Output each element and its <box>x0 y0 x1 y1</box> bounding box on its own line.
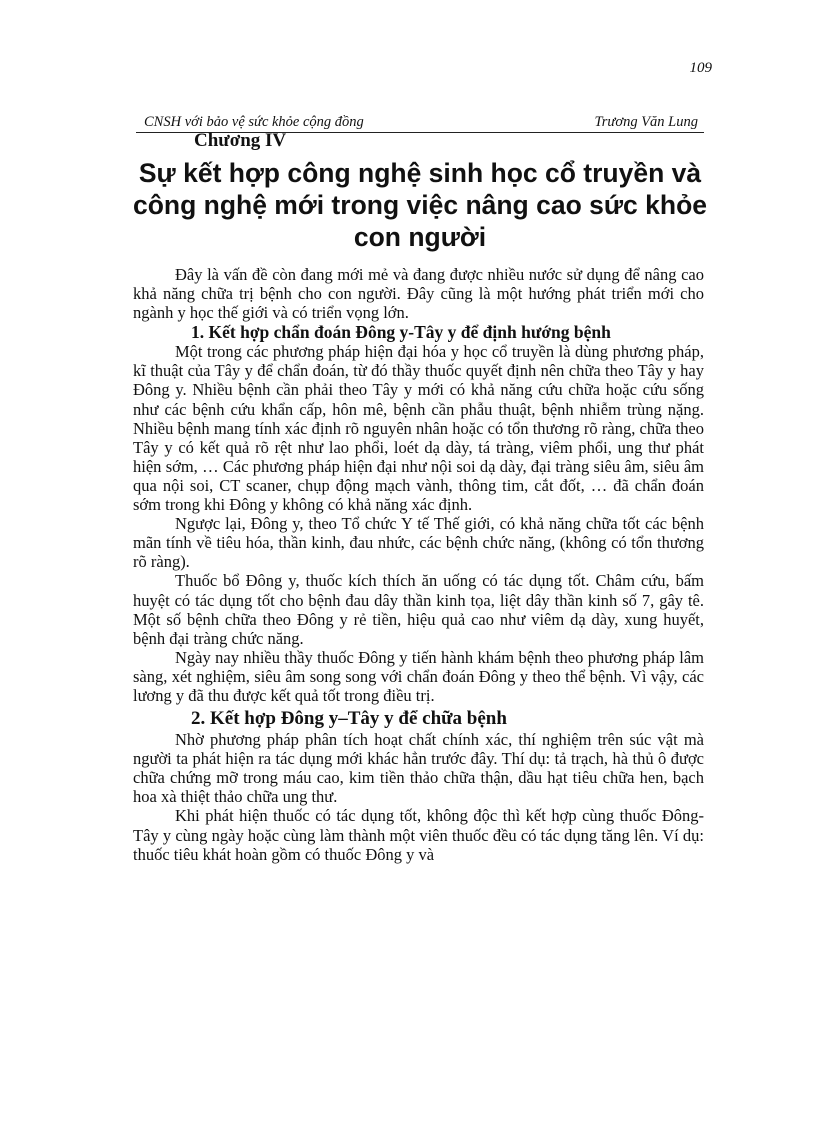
page-number: 109 <box>689 60 712 76</box>
section-1-paragraph: Thuốc bổ Đông y, thuốc kích thích ăn uống có tác dụng tốt. Châm cứu, bấm huyệt có tác dụng tốt cho bệnh đau dây thần kinh tọa, liệt dây thần kinh số 7, gây tê. Một số bệnh chữa theo Đông y rẻ tiền, hiệu quả cao như viêm dạ dày, xung huyết, bệnh đại tràng chức năng. <box>133 571 704 648</box>
header-book-title: CNSH với bảo vệ sức khỏe cộng đồng <box>144 114 364 130</box>
header-author: Trương Văn Lung <box>594 114 698 130</box>
section-1-paragraph: Ngày nay nhiều thầy thuốc Đông y tiến hành khám bệnh theo phương pháp lâm sàng, xét nghiệm, siêu âm song song với chẩn đoán Đông y theo thể bệnh. Vì vậy, các lương y đã thu được kết quả tốt trong điều trị. <box>133 647 704 705</box>
section-1-paragraph: Ngược lại, Đông y, theo Tổ chức Y tế Thế giới, có khả năng chữa tốt các bệnh mãn tính về tiêu hóa, thần kinh, đau nhức, các bệnh chức năng, (không có tổn thương rõ ràng). <box>133 514 704 572</box>
section-1-heading: 1. Kết hợp chẩn đoán Đông y-Tây y để định hướng bệnh <box>191 322 611 343</box>
section-1-paragraph: Một trong các phương pháp hiện đại hóa y học cổ truyền là dùng phương pháp, kĩ thuật của Tây y để chẩn đoán, từ đó thầy thuốc quyết định nên chữa theo Tây y hay Đông y. Nhiều bệnh cần phải theo Tây y mới có khả năng cứu chữa hoặc cứu sống như các bệnh cứu khẩn cấp, hôn mê, bệnh cần phẫu thuật, bệnh nhiễm trùng nặng. Nhiều bệnh mang tính xác định rõ nguyên nhân hoặc có tổn thương rõ ràng, chữa theo Tây y có kết quả rõ rệt như lao phổi, loét dạ dày, tá tràng, viêm phổi, ung thư phát hiện sớm, … Các phương pháp hiện đại như nội soi dạ dày, đại tràng siêu âm, siêu âm qua nội soi, CT scaner, chụp động mạch vành, thông tim, cắt đốt, … đã chẩn đoán sớm trong khi Đông y không có khả năng xác định. <box>133 342 704 515</box>
section-2-heading: 2. Kết hợp Đông y–Tây y để chữa bệnh <box>191 708 507 730</box>
body-text <box>133 265 704 864</box>
chapter-label: Chương IV <box>194 130 287 151</box>
chapter-title: Sự kết hợp công nghệ sinh học cổ truyền và công nghệ mới trong việc nâng cao sức khỏe con người <box>132 158 708 252</box>
section-2-paragraph: Nhờ phương pháp phân tích hoạt chất chính xác, thí nghiệm trên súc vật mà người ta phát hiện ra tác dụng mới khác hẳn trước đây. Thí dụ: tả trạch, hà thủ ô được chữa chứng mỡ trong máu cao, kim tiền thảo chữa thận, dầu hạt tiêu chữa hen, bạch hoa xà thiệt thảo chữa ung thư. <box>133 730 704 807</box>
intro-paragraph: Đây là vấn đề còn đang mới mẻ và đang được nhiều nước sử dụng để nâng cao khả năng chữa trị bệnh cho con người. Đây cũng là một hướng phát triển mới cho ngành y học thế giới và có triển vọng lớn. <box>133 265 704 323</box>
section-2-paragraph: Khi phát hiện thuốc có tác dụng tốt, không độc thì kết hợp cùng thuốc Đông-Tây y cùng ngày hoặc cùng làm thành một viên thuốc đều có tác dụng tăng lên. Ví dụ: thuốc tiêu khát hoàn gồm có thuốc Đông y và <box>133 806 704 864</box>
